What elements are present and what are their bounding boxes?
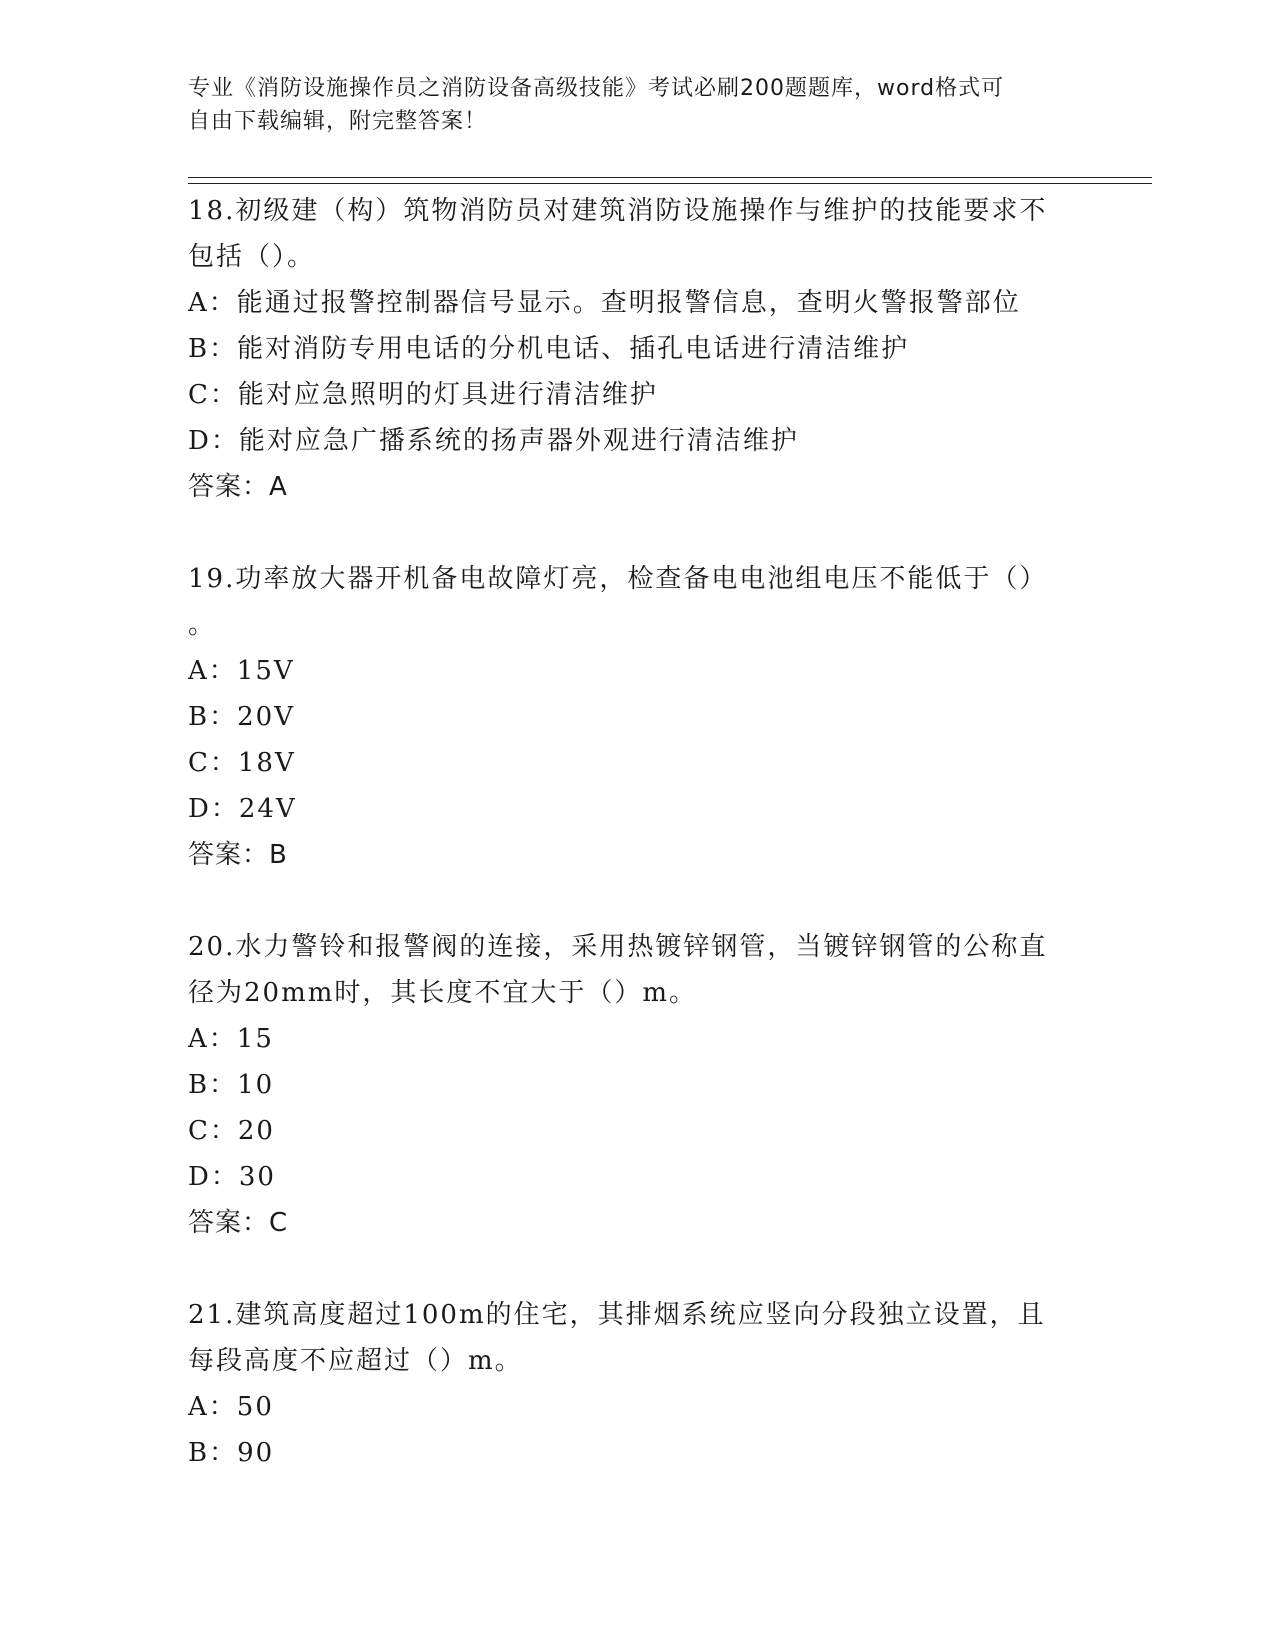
option-d: D：24V <box>188 794 297 824</box>
header-rule-bottom <box>188 183 1152 184</box>
question-stem-line-2: 包括（）。 <box>188 242 316 272</box>
option-c: C：20 <box>188 1116 275 1146</box>
question-18 <box>188 188 1088 510</box>
answer-line: 答案：C <box>188 1208 289 1238</box>
question-stem-line-2: 径为20mm时，其长度不宜大于（）m。 <box>188 978 698 1008</box>
option-b: B：10 <box>188 1070 275 1100</box>
answer-line: 答案：B <box>188 840 288 870</box>
question-list <box>188 188 1088 1522</box>
option-c: C：能对应急照明的灯具进行清洁维护 <box>188 380 658 410</box>
question-19 <box>188 556 1088 878</box>
option-a: A：50 <box>188 1392 274 1422</box>
option-a: A：15V <box>188 656 295 686</box>
option-b: B：90 <box>188 1438 275 1468</box>
header-rule-top <box>188 177 1152 178</box>
option-a: A：15 <box>188 1024 274 1054</box>
option-d: D：能对应急广播系统的扬声器外观进行清洁维护 <box>188 426 799 456</box>
question-stem-line-1: 19.功率放大器开机备电故障灯亮，检查备电电池组电压不能低于（） <box>188 564 1048 594</box>
document-header <box>188 72 1068 138</box>
option-a: A：能通过报警控制器信号显示。查明报警信息，查明火警报警部位 <box>188 288 1021 318</box>
option-b: B：20V <box>188 702 295 732</box>
option-b: B：能对消防专用电话的分机电话、插孔电话进行清洁维护 <box>188 334 910 364</box>
header-line-1: 专业《消防设施操作员之消防设备高级技能》考试必刷200题题库，word格式可 <box>188 76 1005 101</box>
question-20 <box>188 924 1088 1246</box>
question-stem-line-2: 。 <box>188 610 217 640</box>
question-stem-line-2: 每段高度不应超过（）m。 <box>188 1346 523 1376</box>
option-c: C：18V <box>188 748 296 778</box>
question-stem-line-1: 18.初级建（构）筑物消防员对建筑消防设施操作与维护的技能要求不 <box>188 196 1048 226</box>
answer-line: 答案：A <box>188 472 288 502</box>
question-stem-line-1: 21.建筑高度超过100m的住宅，其排烟系统应竖向分段独立设置，且 <box>188 1300 1046 1330</box>
question-21 <box>188 1292 1088 1476</box>
header-line-2: 自由下载编辑，附完整答案！ <box>188 109 488 134</box>
option-d: D：30 <box>188 1162 276 1192</box>
question-stem-line-1: 20.水力警铃和报警阀的连接，采用热镀锌钢管，当镀锌钢管的公称直 <box>188 932 1048 962</box>
